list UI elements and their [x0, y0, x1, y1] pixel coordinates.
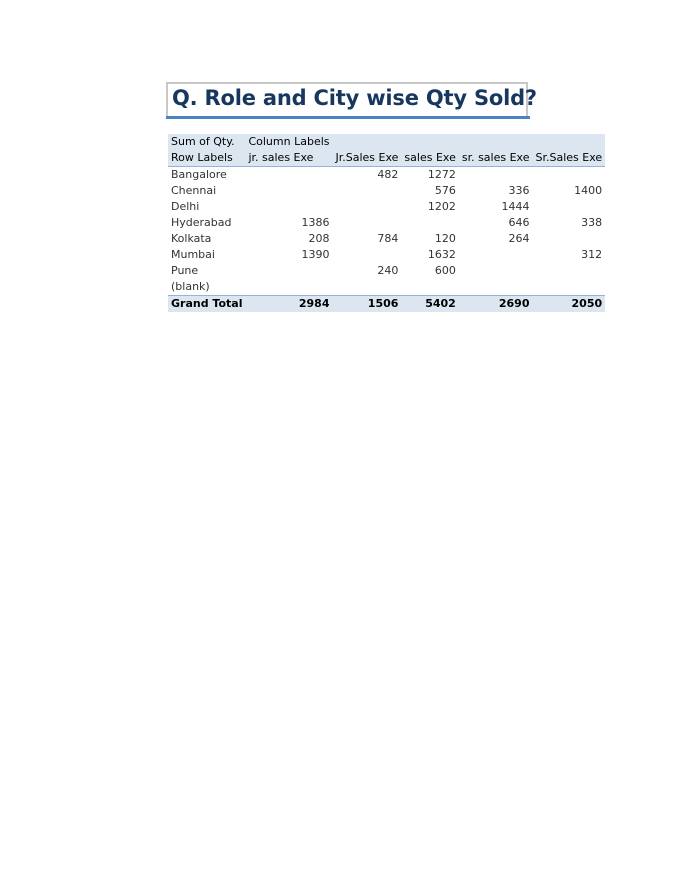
- table-cell: 240: [377, 264, 399, 277]
- table-cell: [459, 247, 533, 263]
- table-cell: [245, 167, 332, 184]
- table-cell: 1272: [427, 168, 456, 181]
- table-cell: 482: [377, 168, 399, 181]
- table-cell: 338: [581, 216, 603, 229]
- pivot-table: [168, 134, 605, 312]
- table-row: [168, 231, 605, 247]
- column-header: sales Exe: [401, 150, 458, 167]
- table-cell: 120: [434, 232, 456, 245]
- table-cell: [459, 279, 533, 296]
- column-header: jr. sales Exe: [245, 150, 332, 167]
- table-cell: 1390: [301, 248, 330, 261]
- table-cell: 646: [508, 216, 530, 229]
- table-cell: 784: [377, 232, 399, 245]
- column-labels-filter[interactable]: Column Labels: [245, 134, 332, 150]
- table-row: [168, 279, 605, 296]
- table-cell: 264: [508, 232, 530, 245]
- table-cell: [533, 263, 606, 279]
- row-label: Pune: [171, 264, 199, 277]
- table-cell: [333, 215, 402, 231]
- table-row: [168, 183, 605, 199]
- row-labels-filter[interactable]: Row Labels: [168, 150, 245, 167]
- table-cell: 1632: [427, 248, 456, 261]
- title-underline: [166, 116, 530, 119]
- table-cell: [245, 199, 332, 215]
- grand-total-cell: 5402: [401, 296, 458, 313]
- row-label: Kolkata: [171, 232, 212, 245]
- table-row: [168, 247, 605, 263]
- grand-total-row: [168, 296, 605, 313]
- table-cell: [333, 247, 402, 263]
- table-cell: 576: [434, 184, 456, 197]
- table-cell: [459, 167, 533, 184]
- table-row: [168, 263, 605, 279]
- table-cell: [333, 199, 402, 215]
- table-row: [168, 215, 605, 231]
- table-cell: 1400: [574, 184, 603, 197]
- row-label: Hyderabad: [171, 216, 232, 229]
- pivot-header-row-2: [168, 150, 605, 167]
- grand-total-label: Grand Total: [168, 296, 245, 313]
- table-cell: [333, 279, 402, 296]
- grand-total-cell: 2050: [533, 296, 606, 313]
- table-cell: [533, 167, 606, 184]
- pivot-header-row-1: [168, 134, 605, 150]
- table-cell: 1444: [501, 200, 530, 213]
- table-cell: [533, 279, 606, 296]
- table-cell: [245, 183, 332, 199]
- row-label: (blank): [171, 280, 210, 293]
- grand-total-cell: 1506: [333, 296, 402, 313]
- table-cell: 312: [581, 248, 603, 261]
- table-cell: 600: [434, 264, 456, 277]
- grand-total-cell: 2690: [459, 296, 533, 313]
- table-cell: 1202: [427, 200, 456, 213]
- table-cell: [533, 199, 606, 215]
- row-label: Mumbai: [171, 248, 215, 261]
- column-header: Jr.Sales Exe: [333, 150, 402, 167]
- table-row: [168, 167, 605, 184]
- table-cell: [401, 279, 458, 296]
- table-cell: [401, 215, 458, 231]
- pivot-corner-label: Sum of Qty.: [168, 134, 245, 150]
- table-cell: 1386: [301, 216, 330, 229]
- table-cell: [245, 263, 332, 279]
- row-label: Chennai: [171, 184, 217, 197]
- row-label: Bangalore: [171, 168, 227, 181]
- table-cell: [459, 263, 533, 279]
- table-cell: 208: [308, 232, 330, 245]
- table-cell: [333, 183, 402, 199]
- table-cell: [245, 279, 332, 296]
- column-header: Sr.Sales Exe: [533, 150, 606, 167]
- table-row: [168, 199, 605, 215]
- column-header: sr. sales Exe: [459, 150, 533, 167]
- table-cell: [533, 231, 606, 247]
- row-label: Delhi: [171, 200, 200, 213]
- grand-total-cell: 2984: [245, 296, 332, 313]
- table-cell: 336: [508, 184, 530, 197]
- page-title: Q. Role and City wise Qty Sold?: [172, 86, 537, 110]
